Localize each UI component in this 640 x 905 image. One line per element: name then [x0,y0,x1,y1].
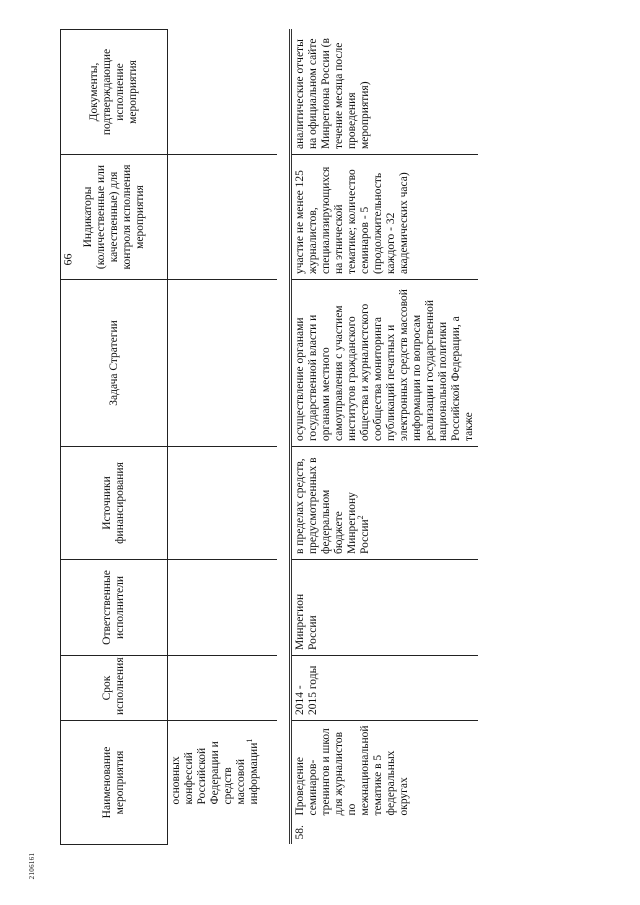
item-documents: аналитические отчеты на официальном сайте Минрегиона России (в течение месяца после проведения мероприятия) [291,30,479,155]
header-documents: Документы, подтверждающие исполнение мероприятия [61,30,168,155]
item-term: 2014 - 2015 годы [291,656,479,721]
item-task: осуществление органами государственной власти и органами местного самоуправления с участием институтов гражданского общества и журналистского сообщества мониторинга публикаций печатных и электронных средств массовой информации по вопросам реализации государственной национальной политики Российской Федерации, а также [291,280,479,447]
page-break-divider [277,30,291,845]
measures-table [60,29,478,845]
item-name-cell [291,721,479,845]
header-indicators: Индикаторы (количественные или качественные) для контроля исполнения мероприятия [61,155,168,280]
continued-name-text: основных конфессий Российской Федерации и средств массовой информации [170,741,260,805]
item-indicators: участие не менее 125 журналистов, специализирующихся на этнической тематике; количество семинаров - 5 (продолжительность каждого - 32 академических часа) [291,155,479,280]
document-code: 2106161 [28,852,36,880]
continued-row [168,30,278,845]
item-funding-cell [291,447,479,560]
rotated-table-stage [60,30,610,845]
item-executors: Минрегион России [291,560,479,656]
continued-name-cell [168,721,278,845]
table-header-row [61,30,168,845]
header-name: Наименование мероприятия [61,721,168,845]
header-task: Задача Стратегии [61,280,168,447]
table-row [291,30,479,845]
continued-footnote-mark: 1 [245,738,255,743]
header-term: Срок исполнения [61,656,168,721]
item-name: Проведение семинаров-тренингов и школ для журналистов по межнациональной тематике в 5 федеральных округах [294,725,410,816]
item-number: 58. [294,825,306,840]
page-number: 66 [60,253,75,266]
header-funding: Источники финансирования [61,447,168,560]
funding-footnote-mark: 2 [356,515,366,520]
item-funding: в пределах средств, предусмотренных в федеральном бюджете Минрегиону России [294,457,371,554]
header-executors: Ответственные исполнители [61,560,168,656]
